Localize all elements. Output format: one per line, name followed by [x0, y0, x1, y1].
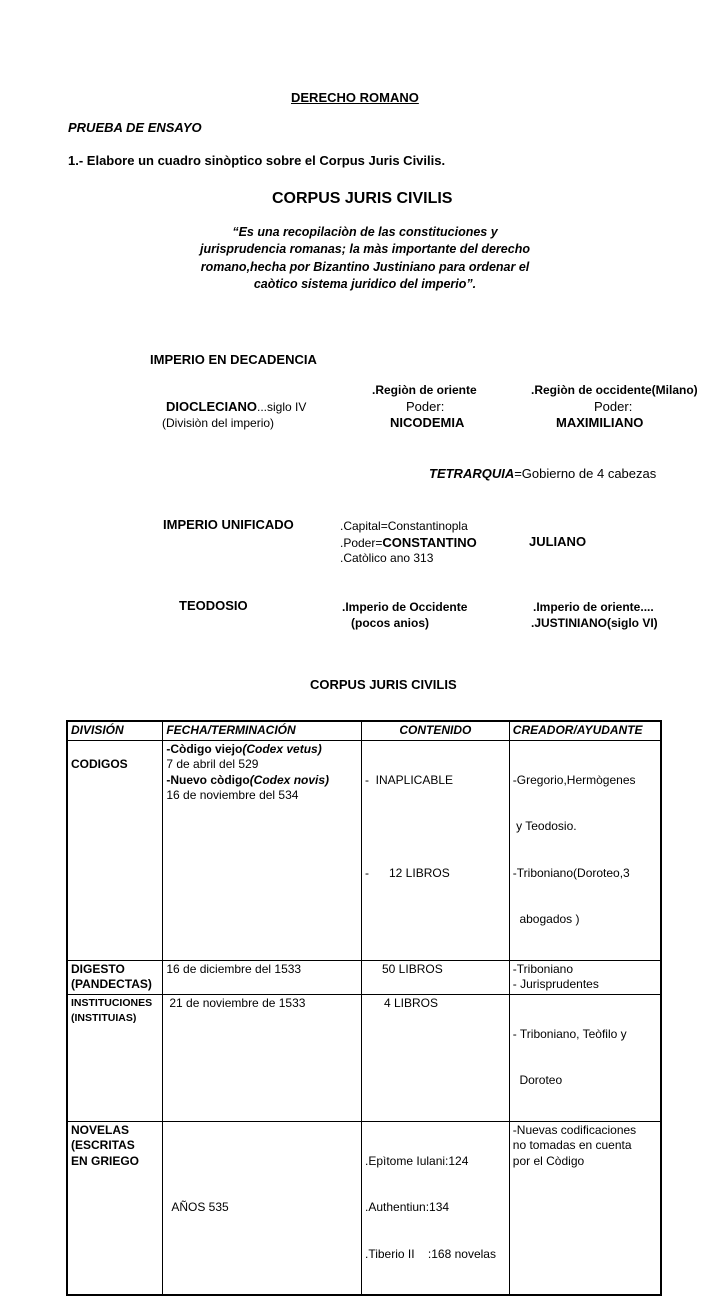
definition-quote: “Es una recopilaciòn de las constituciones y jurisprudencia romanas; la màs importante del derecho romano,hecha por Bizantino Justiniano para ordenar el caòtico sistema juridico del imperio”. [200, 225, 530, 291]
emperor-suffix: ...siglo IV [257, 400, 307, 414]
teodosio-heading: TEODOSIO [179, 598, 248, 613]
occidente-label: .Regiòn de occidente(Milano) [531, 383, 698, 397]
header-division: DIVISIÓN [67, 721, 163, 740]
oriente-label: .Regiòn de oriente [372, 383, 477, 397]
emperor-diocleciano [166, 399, 306, 414]
tetrarquia-term: TETRARQUIA [429, 466, 515, 481]
unificado-heading: IMPERIO UNIFICADO [163, 517, 294, 532]
question-text: 1.- Elabore un cuadro sinòptico sobre el Corpus Juris Civilis. [68, 153, 446, 168]
unificado-successor: JULIANO [529, 534, 587, 549]
occidente-poder: Poder: [594, 399, 633, 414]
row-creador: - Triboniano, Teòfilo y Doroteo [509, 994, 661, 1121]
corpus-table [66, 720, 662, 1296]
row-fecha: -Còdigo viejo(Codex vetus) 7 de abril del 529 -Nuevo còdigo(Codex novis) 16 de noviembre del 534 [163, 740, 362, 960]
table-row [67, 994, 661, 1121]
unificado-capital: .Capital=Constantinopla [340, 519, 468, 533]
division-label: CODIGOS [71, 757, 128, 771]
table-row [67, 1121, 661, 1295]
row-contenido: .Epìtome Iulani:124 .Authentiun:134 .Tiberio II :168 novelas [362, 1121, 510, 1295]
row-contenido: 4 LIBROS [362, 994, 510, 1121]
emperor-note: (Divisiòn del imperio) [162, 416, 275, 430]
row-creador: -Nuevas codificaciones no tomadas en cuenta por el Còdigo [509, 1121, 661, 1295]
table-row [67, 740, 661, 960]
row-division: INSTITUCIONES (INSTITUIAS) [67, 994, 163, 1121]
decadencia-heading: IMPERIO EN DECADENCIA [150, 352, 317, 367]
row-contenido: 50 LIBROS [362, 960, 510, 994]
teodosio-occidente: .Imperio de Occidente [342, 600, 468, 614]
unificado-poder [340, 535, 477, 550]
poder-name: CONSTANTINO [382, 535, 477, 550]
occidente-name: MAXIMILIANO [556, 415, 644, 430]
table-header-row [67, 721, 661, 740]
emperor-name: DIOCLECIANO [166, 399, 257, 414]
teodosio-occidente-note: (pocos anios) [351, 616, 430, 630]
teodosio-oriente-note: .JUSTINIANO(siglo VI) [531, 616, 658, 630]
header-contenido: CONTENIDO [362, 721, 510, 740]
document-title: DERECHO ROMANO [291, 90, 419, 105]
main-heading: CORPUS JURIS CIVILIS [272, 190, 453, 207]
unificado-catolico: .Catòlico ano 313 [340, 551, 434, 565]
row-fecha: 16 de diciembre del 1533 [163, 960, 362, 994]
tetrarquia-line [429, 466, 656, 481]
header-creador: CREADOR/AYUDANTE [509, 721, 661, 740]
table-title: CORPUS JURIS CIVILIS [310, 677, 457, 692]
row-creador: -Triboniano - Jurisprudentes [509, 960, 661, 994]
teodosio-oriente: .Imperio de oriente.... [533, 600, 654, 614]
row-creador: -Gregorio,Hermògenes y Teodosio. -Triboniano(Doroteo,3 abogados ) [509, 740, 661, 960]
row-division: DIGESTO (PANDECTAS) [67, 960, 163, 994]
row-division [67, 740, 163, 960]
row-fecha: AÑOS 535 [163, 1121, 362, 1295]
table-row [67, 960, 661, 994]
row-fecha: 21 de noviembre de 1533 [163, 994, 362, 1121]
oriente-poder: Poder: [406, 399, 445, 414]
row-division: NOVELAS (ESCRITAS EN GRIEGO [67, 1121, 163, 1295]
oriente-name: NICODEMIA [390, 415, 465, 430]
header-fecha: FECHA/TERMINACIÓN [163, 721, 362, 740]
document-subtitle: PRUEBA DE ENSAYO [68, 120, 202, 135]
poder-label: .Poder= [340, 536, 383, 550]
tetrarquia-definition: =Gobierno de 4 cabezas [514, 466, 657, 481]
row-contenido: - INAPLICABLE - 12 LIBROS [362, 740, 510, 960]
